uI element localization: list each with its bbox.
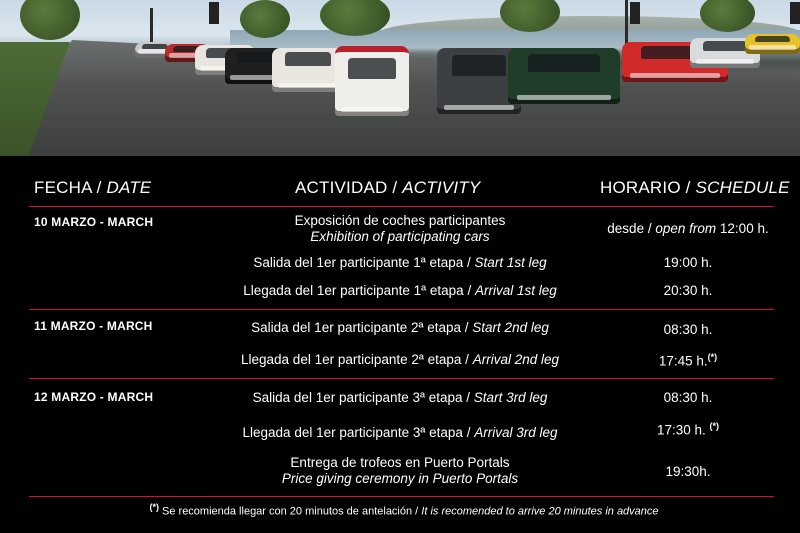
car — [508, 48, 620, 104]
time-cell — [657, 421, 719, 438]
activity-separator: / — [461, 352, 473, 367]
tree — [20, 0, 80, 40]
tree — [240, 0, 290, 38]
column-header-date — [34, 178, 151, 198]
activity-es: Llegada del 1er participante 3ª etapa — [242, 425, 463, 440]
header-schedule-es: HORARIO — [600, 178, 681, 197]
time-value: 17:45 h. — [658, 353, 708, 369]
time-separator: / — [644, 221, 656, 236]
footnote-text-en: It is recomended to arrive 20 minutes in advance — [421, 505, 659, 518]
time-prefix-en: open from — [655, 221, 717, 236]
footnote-separator: / — [412, 505, 422, 518]
time-cell — [607, 221, 768, 236]
activity-en: Start 2nd leg — [472, 320, 549, 335]
activity-cell — [282, 455, 518, 487]
time-value: 19:30h. — [665, 464, 711, 479]
time-value: 19:00 h. — [663, 255, 713, 270]
time-prefix-es: desde — [607, 221, 645, 236]
header-date-en: DATE — [106, 178, 152, 197]
activity-en: Arrival 2nd leg — [472, 352, 559, 367]
activity-es: Salida del 1er participante 3ª etapa — [252, 390, 463, 405]
activity-en: Arrival 3rd leg — [474, 425, 558, 440]
activity-en: Exhibition of participating cars — [310, 229, 490, 244]
time-value: 08:30 h. — [663, 322, 713, 337]
footnote-mark: (*) — [709, 421, 720, 431]
column-header-schedule — [600, 178, 790, 198]
header-date-es: FECHA — [34, 178, 92, 197]
time-value: 12:00 h. — [719, 221, 769, 236]
day-date: 10 MARZO - MARCH — [34, 215, 154, 229]
divider — [29, 309, 774, 310]
activity-es: Entrega de trofeos en Puerto Portals — [290, 455, 510, 470]
activity-es: Salida del 1er participante 2ª etapa — [251, 320, 462, 335]
activity-cell — [241, 352, 559, 368]
activity-es: Llegada del 1er participante 1ª etapa — [243, 283, 464, 298]
hero-photo-rally-cars — [0, 0, 800, 156]
time-value: 20:30 h. — [663, 283, 713, 298]
time-value: 08:30 h. — [663, 390, 713, 405]
lamp-post — [625, 0, 628, 45]
activity-cell — [253, 255, 546, 271]
footnote-mark: (*) — [149, 502, 159, 512]
header-activity-es: ACTIVIDAD — [295, 178, 388, 197]
header-separator: / — [387, 178, 403, 197]
activity-cell — [251, 320, 549, 336]
activity-cell — [295, 213, 506, 245]
activity-en: Start 1st leg — [474, 255, 547, 270]
activity-cell — [253, 390, 548, 406]
activity-separator: / — [462, 425, 475, 440]
day-date: 12 MARZO - MARCH — [34, 390, 154, 404]
divider — [29, 378, 774, 379]
divider — [29, 206, 774, 207]
footnote-mark: (*) — [707, 352, 718, 362]
activity-en: Start 3rd leg — [473, 390, 548, 405]
activity-en: Price giving ceremony in Puerto Portals — [281, 471, 519, 486]
header-separator: / — [680, 178, 696, 197]
header-activity-en: ACTIVITY — [402, 178, 481, 197]
car — [335, 46, 409, 116]
activity-es: Salida del 1er participante 1ª etapa — [253, 255, 464, 270]
activity-separator: / — [463, 283, 475, 298]
time-cell — [659, 352, 717, 369]
banner — [209, 2, 219, 24]
activity-separator: / — [461, 320, 473, 335]
activity-es: Exposición de coches participantes — [294, 213, 506, 228]
activity-cell — [243, 283, 556, 299]
activity-separator: / — [463, 255, 475, 270]
divider — [29, 496, 774, 497]
day-date: 11 MARZO - MARCH — [34, 319, 153, 333]
banner — [790, 2, 800, 24]
header-separator: / — [91, 178, 107, 197]
lamp-post — [150, 8, 153, 46]
car — [272, 48, 344, 92]
time-value: 17:30 h. — [656, 422, 706, 438]
footnote-text-es: Se recomienda llegar con 20 minutos de antelación — [162, 505, 413, 518]
column-header-activity — [295, 178, 480, 198]
activity-cell — [243, 425, 558, 441]
header-schedule-en: SCHEDULE — [695, 178, 790, 197]
activity-en: Arrival 1st leg — [474, 283, 557, 298]
activity-separator: / — [462, 390, 474, 405]
footnote — [149, 502, 658, 518]
car — [745, 34, 800, 54]
banner — [630, 2, 640, 24]
activity-es: Llegada del 1er participante 2ª etapa — [241, 352, 462, 367]
